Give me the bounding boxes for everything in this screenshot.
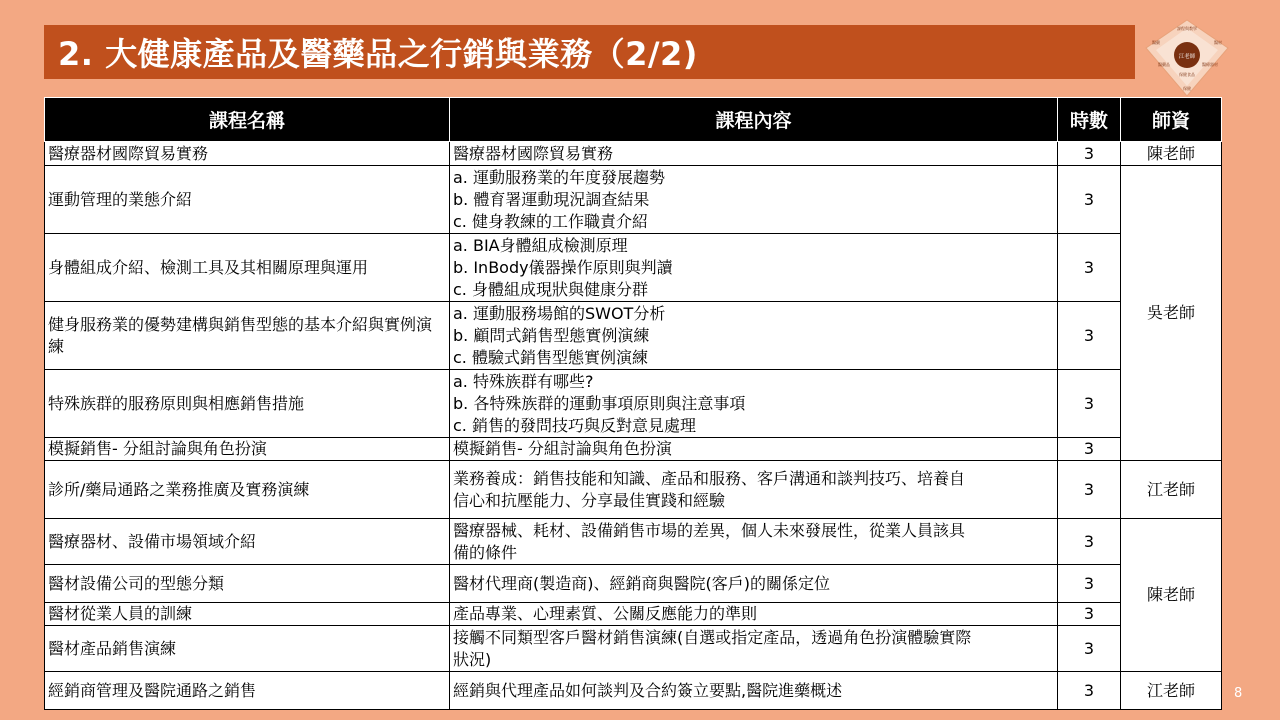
logo-top-text: 課程與教學: [1177, 26, 1197, 31]
course-table: [44, 97, 1222, 710]
course-content: [450, 370, 1058, 438]
logo-left-text: 醫藥品: [1158, 62, 1170, 67]
course-content: [450, 302, 1058, 370]
table-row: [45, 626, 1222, 672]
course-content: [450, 234, 1058, 302]
course-teacher: 江老師: [1121, 672, 1222, 710]
table-header-row: [45, 98, 1222, 142]
course-hours: 3: [1058, 672, 1121, 710]
course-content: [450, 142, 1058, 166]
content-line: c. 銷售的發問技巧與反對意見處理: [453, 415, 696, 435]
page-number: 8: [1234, 686, 1243, 701]
table-row: [45, 302, 1222, 370]
logo-center-text: 江老師: [1178, 54, 1196, 60]
course-hours: 3: [1058, 302, 1121, 370]
header-course-content: 課程內容: [450, 98, 1058, 142]
course-name: 特殊族群的服務原則與相應銷售措施: [45, 370, 450, 438]
table-row: [45, 234, 1222, 302]
logo-right-text: 醫療器材: [1202, 62, 1218, 67]
course-content: [450, 438, 1058, 461]
table-row: [45, 603, 1222, 626]
course-hours: 3: [1058, 565, 1121, 603]
course-name: 醫材從業人員的訓練: [45, 603, 450, 626]
course-teacher: 陳老師: [1121, 519, 1222, 672]
course-teacher: 吳老師: [1121, 166, 1222, 461]
header-hours: 時數: [1058, 98, 1121, 142]
content-line: 備的條件: [453, 542, 518, 562]
title-bar: [44, 25, 1135, 79]
content-line: a. 特殊族群有哪些?: [453, 371, 594, 391]
content-line: a. 運動服務場館的SWOT分析: [453, 303, 666, 323]
logo-corner-right-text: 醫材: [1214, 40, 1222, 45]
logo-corner-left-text: 醫藥: [1152, 40, 1160, 45]
content-line: c. 身體組成現狀與健康分群: [453, 279, 648, 299]
course-content: [450, 166, 1058, 234]
course-hours: 3: [1058, 519, 1121, 565]
header-teacher: 師資: [1121, 98, 1222, 142]
course-content: [450, 565, 1058, 603]
course-name: 診所/藥局通路之業務推廣及實務演練: [45, 461, 450, 519]
slide-title: 2. 大健康產品及醫藥品之行銷與業務（2/2): [58, 35, 698, 73]
course-teacher: 陳老師: [1121, 142, 1222, 166]
course-content: [450, 519, 1058, 565]
content-line: c. 健身教練的工作職責介紹: [453, 211, 648, 231]
content-line: 產品專業、心理素質、公關反應能力的準則: [453, 604, 758, 623]
course-content: [450, 626, 1058, 672]
content-line: b. 各特殊族群的運動事項原則與注意事項: [453, 393, 746, 413]
course-hours: 3: [1058, 603, 1121, 626]
logo-bottom-text: 保健食品: [1179, 72, 1195, 77]
course-name: 健身服務業的優勢建構與銷售型態的基本介紹與實例演練: [45, 302, 450, 370]
content-line: 經銷與代理產品如何談判及合約簽立要點,醫院進藥概述: [453, 680, 843, 700]
content-line: b. 體育署運動現況調查結果: [453, 189, 650, 209]
content-line: b. 顧問式銷售型態實例演練: [453, 325, 650, 345]
table-row: [45, 142, 1222, 166]
content-line: 醫療器械、耗材、設備銷售市場的差異，個人未來發展性，從業人員該具: [453, 520, 966, 540]
content-line: 接觸不同類型客戶醫材銷售演練(自選或指定產品，透過角色扮演體驗實際: [453, 627, 972, 647]
content-line: 信心和抗壓能力、分享最佳實踐和經驗: [453, 490, 726, 510]
course-hours: 3: [1058, 438, 1121, 461]
content-line: 狀況): [453, 649, 492, 669]
course-hours: 3: [1058, 370, 1121, 438]
course-hours: 3: [1058, 626, 1121, 672]
course-logo: [1144, 18, 1230, 98]
table-row: [45, 519, 1222, 565]
content-line: b. InBody儀器操作原則與判讀: [453, 257, 673, 277]
table-row: [45, 166, 1222, 234]
table-row: [45, 370, 1222, 438]
content-line: c. 體驗式銷售型態實例演練: [453, 347, 648, 367]
course-name: 醫材產品銷售演練: [45, 626, 450, 672]
content-line: 業務養成：銷售技能和知識、產品和服務、客戶溝通和談判技巧、培養自: [453, 468, 966, 488]
course-teacher: 江老師: [1121, 461, 1222, 519]
course-name: 醫療器材、設備市場領域介紹: [45, 519, 450, 565]
course-name: 醫材設備公司的型態分類: [45, 565, 450, 603]
course-name: 運動管理的業態介紹: [45, 166, 450, 234]
content-line: 醫療器材國際貿易實務: [453, 143, 614, 163]
header-course-name: 課程名稱: [45, 98, 450, 142]
content-line: a. 運動服務業的年度發展趨勢: [453, 167, 665, 187]
course-hours: 3: [1058, 166, 1121, 234]
course-content: [450, 603, 1058, 626]
course-hours: 3: [1058, 142, 1121, 166]
table-row: [45, 672, 1222, 710]
course-hours: 3: [1058, 234, 1121, 302]
content-line: 模擬銷售- 分組討論與角色扮演: [453, 439, 672, 458]
course-content: [450, 672, 1058, 710]
course-content: [450, 461, 1058, 519]
table-row: [45, 461, 1222, 519]
content-line: a. BIA身體組成檢測原理: [453, 235, 628, 255]
content-line: 醫材代理商(製造商)、經銷商與醫院(客戶)的關係定位: [453, 573, 830, 593]
table-row: [45, 565, 1222, 603]
course-name: 模擬銷售- 分組討論與角色扮演: [45, 438, 450, 461]
logo-corner-bottom-text: 保健: [1183, 86, 1191, 91]
course-hours: 3: [1058, 461, 1121, 519]
table-row: [45, 438, 1222, 461]
course-name: 經銷商管理及醫院通路之銷售: [45, 672, 450, 710]
course-name: 身體組成介紹、檢測工具及其相關原理與運用: [45, 234, 450, 302]
course-name: 醫療器材國際貿易實務: [45, 142, 450, 166]
